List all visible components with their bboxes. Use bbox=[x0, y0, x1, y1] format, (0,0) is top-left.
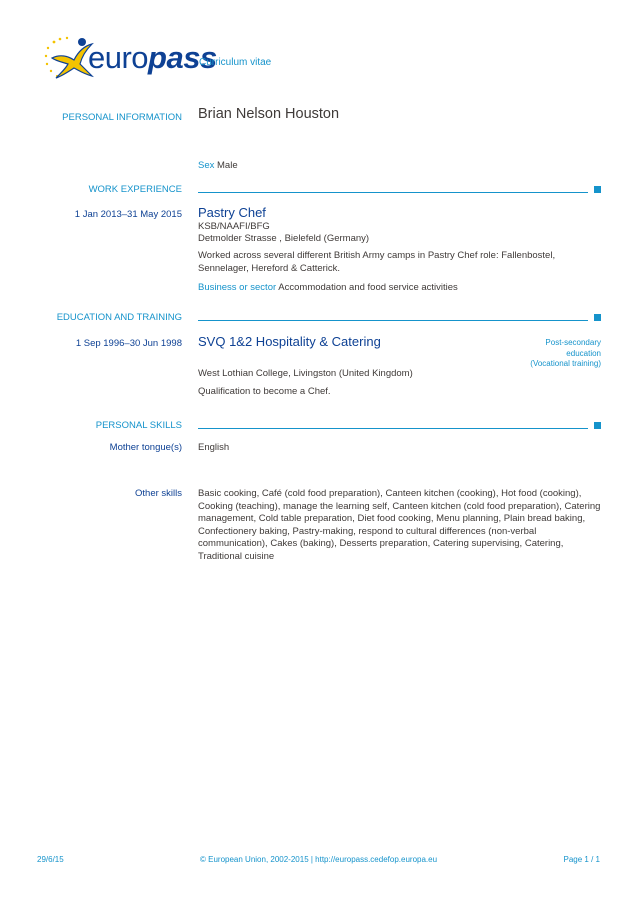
education-institution: West Lothian College, Livingston (United Kingdom) bbox=[198, 368, 413, 379]
education-divider-square-icon bbox=[594, 314, 601, 321]
mother-tongue-label: Mother tongue(s) bbox=[109, 442, 182, 453]
other-skills-value: Basic cooking, Café (cold food preparation), Canteen kitchen (cooking), Hot food (cooking), Cooking (teaching), manage the learning self, Canteen kitchen (cold food preparation), Catering management, Cold table preparation, Diet food cooking, Menu planning, Plain bread baking, Confectionery baking, Pastry-making, respond to cultural differences (non-verbal communication), Cakes (baking), Desserts preparation, Catering supervising, Catering, Traditional cuisine bbox=[198, 488, 601, 562]
europass-logo bbox=[44, 36, 217, 80]
education-level-line3: (Vocational training) bbox=[530, 359, 601, 368]
europass-star-figure-icon bbox=[44, 36, 94, 80]
sex-value: Male bbox=[217, 160, 238, 171]
work-address: Detmolder Strasse , Bielefeld (Germany) bbox=[198, 233, 370, 244]
logo-wordmark-euro: euro bbox=[88, 40, 149, 75]
work-position: Pastry Chef bbox=[198, 205, 266, 220]
education-level-line2: education bbox=[566, 348, 601, 358]
footer-page-number: Page 1 / 1 bbox=[563, 855, 600, 864]
work-experience-label: WORK EXPERIENCE bbox=[88, 184, 182, 195]
education-qualification: SVQ 1&2 Hospitality & Catering bbox=[198, 334, 381, 349]
work-description: Worked across several different British Army camps in Pastry Chef role: Fallenbostel, Sennelager, Hereford & Catterick. bbox=[198, 250, 556, 274]
candidate-name: Brian Nelson Houston bbox=[198, 106, 340, 122]
footer-copyright: © European Union, 2002-2015 | http://europass.cedefop.europa.eu bbox=[200, 855, 438, 864]
skills-divider bbox=[198, 428, 588, 429]
personal-information-label: PERSONAL INFORMATION bbox=[62, 112, 182, 123]
work-sector-label: Business or sector bbox=[198, 282, 277, 293]
document-type: Curriculum vitae bbox=[199, 57, 272, 68]
other-skills-label: Other skills bbox=[135, 488, 182, 499]
education-training-label: EDUCATION AND TRAINING bbox=[56, 312, 182, 323]
personal-skills-label: PERSONAL SKILLS bbox=[95, 420, 182, 431]
work-sector bbox=[198, 282, 458, 293]
work-divider-square-icon bbox=[594, 186, 601, 193]
education-description: Qualification to become a Chef. bbox=[198, 386, 331, 397]
work-dates: 1 Jan 2013–31 May 2015 bbox=[74, 209, 182, 220]
education-divider bbox=[198, 320, 588, 321]
work-divider bbox=[198, 192, 588, 193]
sex-field bbox=[198, 160, 238, 171]
work-employer: KSB/NAAFI/BFG bbox=[198, 221, 270, 232]
education-level bbox=[530, 338, 601, 370]
work-sector-value: Accommodation and food service activities bbox=[278, 282, 458, 293]
education-level-line1: Post-secondary bbox=[545, 338, 601, 347]
footer-date: 29/6/15 bbox=[37, 855, 64, 864]
mother-tongue-value: English bbox=[198, 442, 230, 453]
logo-wordmark-pass: pass bbox=[148, 40, 217, 75]
logo-wordmark bbox=[88, 40, 217, 76]
sex-label: Sex bbox=[198, 160, 215, 171]
skills-divider-square-icon bbox=[594, 422, 601, 429]
education-dates: 1 Sep 1996–30 Jun 1998 bbox=[75, 338, 182, 349]
